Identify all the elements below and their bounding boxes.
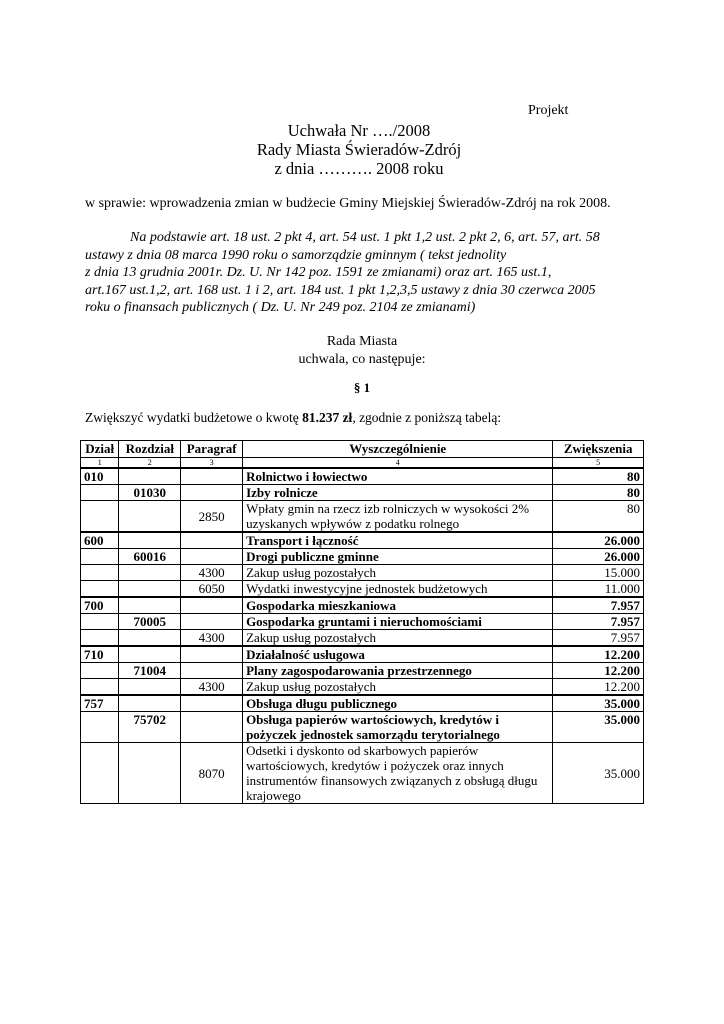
cell-dzial	[81, 581, 119, 598]
cell-rozdzial: 75702	[119, 712, 181, 743]
cell-rozdzial	[119, 679, 181, 696]
table-row	[81, 549, 644, 565]
cell-dzial: 757	[81, 695, 119, 712]
cell-kwota: 80	[553, 485, 644, 501]
cell-paragraf	[181, 597, 243, 614]
cell-opis: Plany zagospodarowania przestrzennego	[243, 663, 553, 679]
col-number: 3	[181, 458, 243, 469]
table-row	[81, 468, 644, 485]
table-row	[81, 597, 644, 614]
cell-dzial	[81, 663, 119, 679]
legal-basis-line-2: ustawy z dnia 08 marca 1990 roku o samorządzie gminnym ( tekst jednolity	[85, 247, 507, 263]
table-row	[81, 614, 644, 630]
cell-kwota: 7.957	[553, 614, 644, 630]
col-number: 1	[81, 458, 119, 469]
col-number: 5	[553, 458, 644, 469]
cell-rozdzial	[119, 581, 181, 598]
cell-rozdzial	[119, 646, 181, 663]
cell-dzial: 710	[81, 646, 119, 663]
legal-basis	[85, 229, 655, 317]
cell-kwota: 7.957	[553, 630, 644, 647]
intro-before: Zwiększyć wydatki budżetowe o kwotę	[85, 410, 303, 425]
cell-opis: Obsługa papierów wartościowych, kredytów i pożyczek jednostek samorządu terytorialnego	[243, 712, 553, 743]
cell-opis: Zakup usług pozostałych	[243, 630, 553, 647]
subject-line: w sprawie: wprowadzenia zmian w budżecie Gminy Miejskiej Świeradów-Zdrój na rok 2008.	[85, 196, 611, 211]
cell-paragraf	[181, 663, 243, 679]
cell-opis: Obsługa długu publicznego	[243, 695, 553, 712]
col-number: 4	[243, 458, 553, 469]
cell-paragraf: 8070	[181, 743, 243, 804]
cell-paragraf	[181, 485, 243, 501]
cell-paragraf	[181, 468, 243, 485]
title-line-1: Uchwała Nr …./2008	[287, 121, 431, 140]
cell-dzial: 010	[81, 468, 119, 485]
header-paragraf: Paragraf	[181, 441, 243, 458]
cell-rozdzial	[119, 695, 181, 712]
cell-kwota: 12.200	[553, 679, 644, 696]
cell-dzial	[81, 712, 119, 743]
cell-paragraf: 2850	[181, 501, 243, 533]
cell-rozdzial	[119, 501, 181, 533]
cell-paragraf	[181, 614, 243, 630]
cell-paragraf: 6050	[181, 581, 243, 598]
header-zwiekszenia: Zwiększenia	[553, 441, 644, 458]
paragraph-mark: § 1	[353, 380, 371, 395]
cell-rozdzial	[119, 630, 181, 647]
cell-dzial: 600	[81, 532, 119, 549]
cell-paragraf: 4300	[181, 679, 243, 696]
table-header-row	[81, 441, 644, 458]
cell-kwota: 12.200	[553, 646, 644, 663]
cell-dzial	[81, 743, 119, 804]
intro-amount: 81.237 zł	[302, 410, 353, 425]
council-line-1: Rada Miasta	[326, 334, 398, 349]
cell-opis: Gospodarka mieszkaniowa	[243, 597, 553, 614]
cell-dzial	[81, 630, 119, 647]
cell-dzial	[81, 501, 119, 533]
cell-rozdzial	[119, 565, 181, 581]
cell-opis: Wydatki inwestycyjne jednostek budżetowych	[243, 581, 553, 598]
cell-dzial	[81, 549, 119, 565]
council-statement	[0, 333, 724, 369]
cell-opis: Drogi publiczne gminne	[243, 549, 553, 565]
cell-paragraf	[181, 695, 243, 712]
cell-paragraf: 4300	[181, 630, 243, 647]
cell-kwota: 35.000	[553, 712, 644, 743]
cell-dzial	[81, 679, 119, 696]
cell-kwota: 12.200	[553, 663, 644, 679]
legal-basis-line-5: roku o finansach publicznych ( Dz. U. Nr 249 poz. 2104 ze zmianami)	[85, 300, 476, 315]
council-line-2: uchwala, co następuje:	[298, 352, 426, 367]
intro-after: , zgodnie z poniższą tabelą:	[352, 410, 502, 425]
resolution-title	[0, 121, 724, 178]
cell-opis: Zakup usług pozostałych	[243, 565, 553, 581]
cell-dzial	[81, 614, 119, 630]
cell-opis: Izby rolnicze	[243, 485, 553, 501]
title-line-3: z dnia ………. 2008 roku	[274, 159, 444, 178]
cell-paragraf	[181, 532, 243, 549]
cell-kwota: 80	[553, 468, 644, 485]
cell-dzial	[81, 565, 119, 581]
cell-dzial: 700	[81, 597, 119, 614]
cell-paragraf: 4300	[181, 565, 243, 581]
cell-rozdzial	[119, 532, 181, 549]
cell-rozdzial	[119, 743, 181, 804]
cell-opis: Gospodarka gruntami i nieruchomościami	[243, 614, 553, 630]
table-row	[81, 630, 644, 647]
column-number-row	[81, 458, 644, 469]
table-row	[81, 679, 644, 696]
table-row	[81, 663, 644, 679]
legal-basis-line-3: z dnia 13 grudnia 2001r. Dz. U. Nr 142 poz. 1591 ze zmianami) oraz art. 165 ust.1,	[85, 265, 552, 280]
cell-rozdzial: 71004	[119, 663, 181, 679]
table-row	[81, 695, 644, 712]
legal-basis-line-1: Na podstawie art. 18 ust. 2 pkt 4, art. 54 ust. 1 pkt 1,2 ust. 2 pkt 2, 6, art. 57, art. 58	[130, 230, 600, 245]
header-rozdzial: Rozdział	[119, 441, 181, 458]
cell-kwota: 26.000	[553, 549, 644, 565]
draft-label: Projekt	[528, 103, 569, 118]
cell-kwota: 35.000	[553, 695, 644, 712]
table-row	[81, 712, 644, 743]
cell-rozdzial: 60016	[119, 549, 181, 565]
title-line-2: Rady Miasta Świeradów-Zdrój	[256, 140, 462, 159]
budget-table	[80, 440, 644, 804]
table-row	[81, 581, 644, 598]
cell-rozdzial	[119, 468, 181, 485]
legal-basis-line-4: art.167 ust.1,2, art. 168 ust. 1 i 2, art. 184 ust. 1 pkt 1,2,3,5 ustawy z dnia 30 czerwca 2005	[85, 282, 596, 298]
cell-rozdzial: 70005	[119, 614, 181, 630]
cell-kwota: 15.000	[553, 565, 644, 581]
intro-sentence	[85, 410, 501, 426]
col-number: 2	[119, 458, 181, 469]
cell-kwota: 26.000	[553, 532, 644, 549]
table-row	[81, 485, 644, 501]
table-row	[81, 743, 644, 804]
cell-opis: Rolnictwo i łowiectwo	[243, 468, 553, 485]
table-row	[81, 565, 644, 581]
table-row	[81, 501, 644, 533]
cell-dzial	[81, 485, 119, 501]
cell-kwota: 11.000	[553, 581, 644, 598]
cell-opis: Zakup usług pozostałych	[243, 679, 553, 696]
header-wyszczegolnienie: Wyszczególnienie	[243, 441, 553, 458]
cell-opis: Działalność usługowa	[243, 646, 553, 663]
table-row	[81, 646, 644, 663]
cell-rozdzial	[119, 597, 181, 614]
cell-kwota: 35.000	[553, 743, 644, 804]
cell-paragraf	[181, 712, 243, 743]
header-dzial: Dział	[81, 441, 119, 458]
cell-opis: Wpłaty gmin na rzecz izb rolniczych w wysokości 2% uzyskanych wpływów z podatku rolnego	[243, 501, 553, 533]
cell-opis: Transport i łączność	[243, 532, 553, 549]
table-row	[81, 532, 644, 549]
cell-rozdzial: 01030	[119, 485, 181, 501]
cell-kwota: 7.957	[553, 597, 644, 614]
cell-paragraf	[181, 646, 243, 663]
cell-paragraf	[181, 549, 243, 565]
cell-opis: Odsetki i dyskonto od skarbowych papierów wartościowych, kredytów i pożyczek oraz innych instrumentów finansowych związanych z obsługą długu krajowego	[243, 743, 553, 804]
cell-kwota: 80	[553, 501, 644, 533]
